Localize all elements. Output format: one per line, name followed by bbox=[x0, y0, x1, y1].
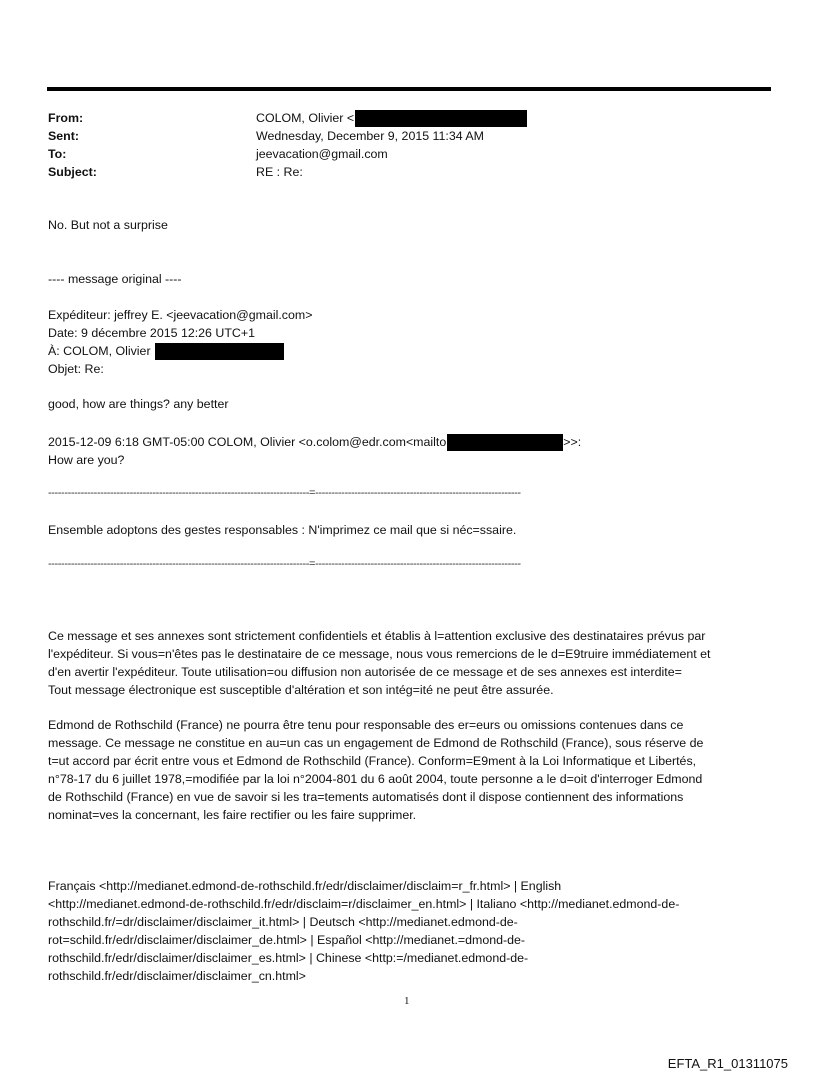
sent-value: Wednesday, December 9, 2015 11:34 AM bbox=[256, 129, 484, 143]
redaction-original-to bbox=[155, 343, 284, 360]
original-date: Date: 9 décembre 2015 12:26 UTC+1 bbox=[48, 326, 255, 340]
confidentiality-line: d'en avertir l'expéditeur. Toute utilisation=ou diffusion non autorisée de ce message et de ses annexes est interdite= bbox=[48, 665, 682, 679]
redaction-from-email bbox=[355, 110, 527, 127]
liability-line: de Rothschild (France) en vue de savoir si les tra=tements automatisés dont il dispose contiennent des informations bbox=[48, 790, 684, 804]
liability-line: message. Ce message ne constitue en au=un cas un engagement de Edmond de Rothschild (France), sous réserve de bbox=[48, 736, 704, 750]
from-row bbox=[48, 109, 768, 127]
document-id: EFTA_R1_01311075 bbox=[667, 1056, 788, 1071]
quote-attribution-start: 2015-12-09 6:18 GMT-05:00 COLOM, Olivier <o.colom@edr.com<mailto bbox=[48, 435, 447, 449]
to-row bbox=[48, 145, 768, 163]
confidentiality-paragraph bbox=[48, 627, 770, 699]
email-header bbox=[48, 109, 768, 181]
sent-label: Sent: bbox=[48, 129, 79, 143]
separator-line-2: --------------------------------------------------------------------------------=--------------------------------------------------------------- bbox=[48, 558, 521, 570]
page-number: 1 bbox=[404, 995, 410, 1007]
confidentiality-line: Ce message et ses annexes sont strictement confidentiels et établis à l=attention exclusive des destinataires prévus par bbox=[48, 629, 706, 643]
quote-attribution bbox=[48, 433, 772, 451]
original-subject: Objet: Re: bbox=[48, 362, 104, 376]
to-value: jeevacation@gmail.com bbox=[256, 147, 388, 161]
sent-row bbox=[48, 127, 768, 145]
disclaimer-line: rothschild.fr/edr/disclaimer/disclaimer_cn.html> bbox=[48, 969, 306, 983]
original-to-text: À: COLOM, Olivier bbox=[48, 344, 151, 358]
from-value bbox=[256, 109, 768, 127]
quoted-message bbox=[48, 433, 772, 469]
from-label: From: bbox=[48, 111, 84, 125]
liability-line: n°78-17 du 6 juillet 1978,=modifiée par la loi n°2004-801 du 6 août 2004, toute personne a le d=oit d'interroger Edmond bbox=[48, 772, 703, 786]
from-name: COLOM, Olivier < bbox=[256, 111, 355, 125]
eco-notice: Ensemble adoptons des gestes responsables : N'imprimez ce mail que si néc=ssaire. bbox=[48, 523, 517, 537]
disclaimer-line: rothschild.fr/=dr/disclaimer/disclaimer_it.html> | Deutsch <http://medianet.edmond-de- bbox=[48, 915, 518, 929]
liability-line: Edmond de Rothschild (France) ne pourra être tenu pour responsable des er=eurs ou omissions contenues dans ce bbox=[48, 718, 684, 732]
disclaimer-line: rot=schild.fr/edr/disclaimer/disclaimer_de.html> | Español <http://medianet.=dmond-de- bbox=[48, 933, 526, 947]
disclaimer-line: Français <http://medianet.edmond-de-rothschild.fr/edr/disclaimer/disclaim=r_fr.html> | English bbox=[48, 879, 562, 893]
quote-attribution-end: >>: bbox=[563, 435, 582, 449]
subject-row bbox=[48, 163, 768, 181]
confidentiality-line: l'expéditeur. Si vous=n'êtes pas le destinataire de ce message, nous vous remercions de le d=E9truire immédiatement et bbox=[48, 647, 711, 661]
original-message-body: good, how are things? any better bbox=[48, 397, 229, 411]
original-to bbox=[48, 342, 772, 360]
liability-line: t=ut accord par écrit entre vous et Edmond de Rothschild (France). Conform=E9ment à la Loi Informatique et Libertés, bbox=[48, 754, 697, 768]
liability-line: nominat=ves la concernant, les faire rectifier ou les faire supprimer. bbox=[48, 808, 417, 822]
subject-value: RE : Re: bbox=[256, 165, 303, 179]
original-message-headers bbox=[48, 306, 772, 378]
to-label: To: bbox=[48, 147, 67, 161]
original-message-marker: ---- message original ---- bbox=[48, 272, 182, 286]
disclaimer-line: rothschild.fr/edr/disclaimer/disclaimer_es.html> | Chinese <http:=/medianet.edmond-de- bbox=[48, 951, 529, 965]
disclaimer-links bbox=[48, 877, 770, 985]
confidentiality-line: Tout message électronique est susceptible d'altération et son intég=ité ne peut être assurée. bbox=[48, 683, 554, 697]
disclaimer-line: <http://medianet.edmond-de-rothschild.fr/edr/disclaim=r/disclaimer_en.html> | Italiano <http://medianet.edmond-de- bbox=[48, 897, 680, 911]
original-from: Expéditeur: jeffrey E. <jeevacation@gmail.com> bbox=[48, 308, 313, 322]
top-rule bbox=[47, 87, 771, 91]
quote-text: How are you? bbox=[48, 453, 125, 467]
separator-line-1: --------------------------------------------------------------------------------=--------------------------------------------------------------- bbox=[48, 487, 521, 499]
redaction-mailto bbox=[447, 434, 563, 451]
subject-label: Subject: bbox=[48, 165, 97, 179]
liability-paragraph bbox=[48, 716, 770, 824]
reply-text: No. But not a surprise bbox=[48, 218, 168, 232]
